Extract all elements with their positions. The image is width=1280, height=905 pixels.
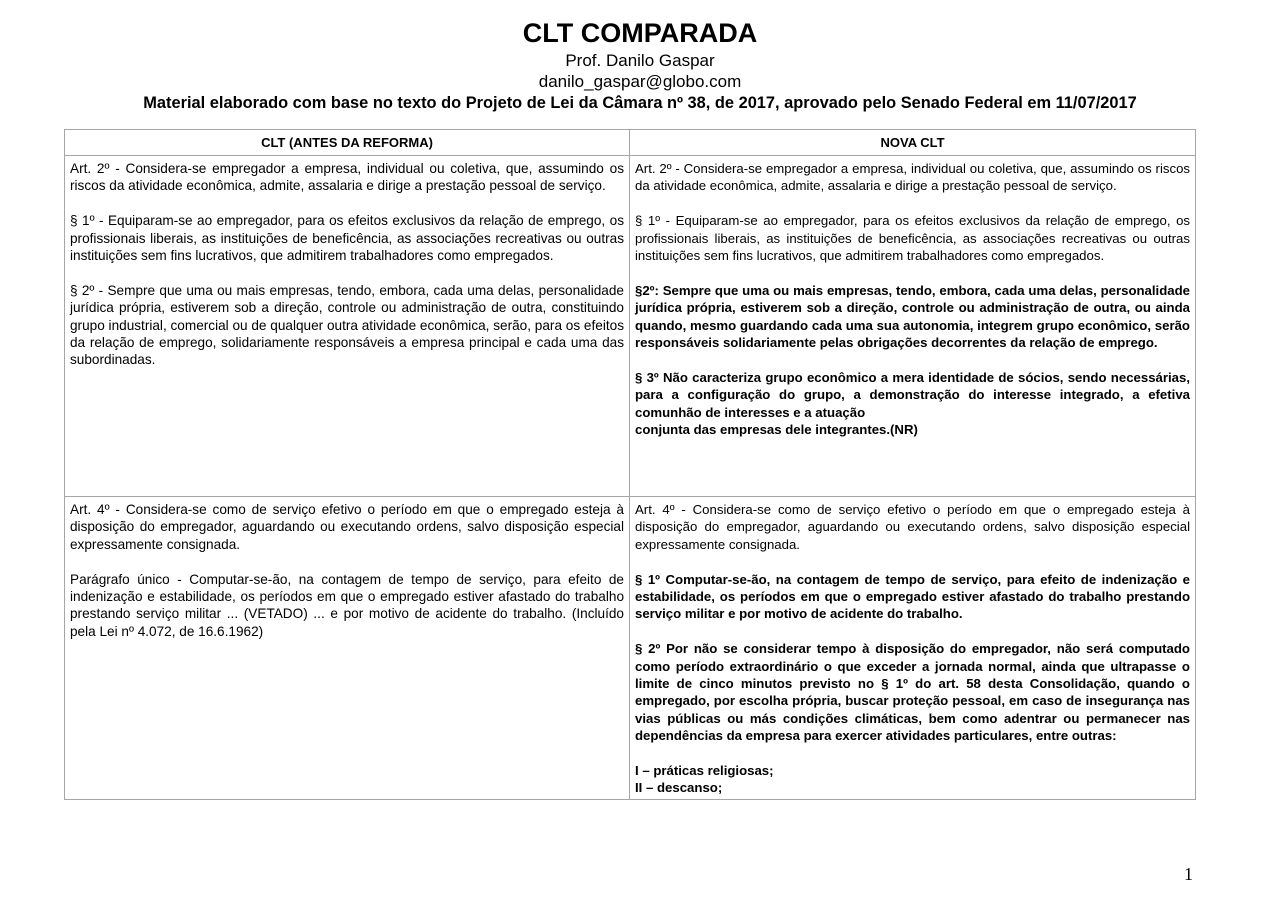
new-art2-par2: §2º: Sempre que uma ou mais empresas, tendo, embora, cada uma delas, personalidade jurídica própria, estiverem sob a direção, controle ou administração de outra, ou ainda quando, mesmo guardando cada uma sua autonomia, integrem grupo econômico, serão responsáveis solidariamente pelas obrigações decorrentes da relação de emprego.: [635, 282, 1190, 351]
document-header: [0, 16, 1280, 114]
old-art4-caput: Art. 4º - Considera-se como de serviço efetivo o período em que o empregado esteja à disposição do empregador, aguardando ou executando ordens, salvo disposição especial expressamente consignada.: [70, 502, 624, 552]
new-art2-par3: § 3º Não caracteriza grupo econômico a mera identidade de sócios, sendo necessárias, para a configuração do grupo, a demonstração do interesse integrado, a efetiva comunhão de interesses e a atuação: [635, 369, 1190, 420]
new-art4-caput: Art. 4º - Considera-se como de serviço efetivo o período em que o empregado esteja à disposição do empregador, aguardando ou executando ordens, salvo disposição especial expressamente consignada.: [635, 502, 1190, 552]
column-header-new-clt: NOVA CLT: [630, 130, 1196, 156]
old-clt-cell: [65, 156, 630, 497]
column-header-old-clt: CLT (ANTES DA REFORMA): [65, 130, 630, 156]
new-art4-item-i: I – práticas religiosas;: [635, 763, 774, 779]
new-art2-par1: § 1º - Equiparam-se ao empregador, para os efeitos exclusivos da relação de emprego, os profissionais liberais, as instituições de beneficência, as associações recreativas ou outras instituições sem fins lucrativos, que admitirem trabalhadores como empregados.: [635, 213, 1190, 264]
table-header-row: [65, 130, 1196, 156]
table-row: [65, 497, 1196, 800]
old-art2-par2: § 2º - Sempre que uma ou mais empresas, tendo, embora, cada uma delas, personalidade jurídica própria, estiverem sob a direção, controle ou administração de outra, constituindo grupo industrial, comercial ou de qualquer outra atividade econômica, serão, para os efeitos da relação de emprego, solidariamente responsáveis a empresa principal e cada uma das subordinadas.: [70, 282, 624, 368]
comparison-table: [64, 129, 1196, 800]
new-clt-cell: [630, 156, 1196, 497]
old-clt-cell: [65, 497, 630, 800]
author-name: Prof. Danilo Gaspar: [565, 51, 715, 70]
old-art4-sole-paragraph: Parágrafo único - Computar-se-ão, na contagem de tempo de serviço, para efeito de indenização e estabilidade, os períodos em que o empregado estiver afastado do trabalho prestando serviço militar ... (VETADO) ... e por motivo de acidente do trabalho. (Incluído pela Lei nº 4.072, de 16.6.1962): [70, 571, 624, 639]
new-art4-par2: § 2º Por não se considerar tempo à disposição do empregador, não será computado como período extraordinário o que exceder a jornada normal, ainda que ultrapasse o limite de cinco minutos previsto no § 1º do art. 58 desta Consolidação, quando o empregado, por escolha própria, buscar proteção pessoal, em caso de insegurança nas vias públicas ou más condições climáticas, bem como adentrar ou permanecer nas dependências da empresa para exercer atividades particulares, entre outras:: [635, 641, 1190, 744]
old-art2-caput: Art. 2º - Considera-se empregador a empresa, individual ou coletiva, que, assumindo os riscos da atividade econômica, admite, assalaria e dirige a prestação pessoal de serviço.: [70, 161, 624, 194]
new-art2-caput: Art. 2º - Considera-se empregador a empresa, individual ou coletiva, que, assumindo os riscos da atividade econômica, admite, assalaria e dirige a prestação pessoal de serviço.: [635, 161, 1190, 194]
document-title: CLT COMPARADA: [522, 18, 758, 48]
author-email: danilo_gaspar@globo.com: [538, 72, 742, 91]
old-art2-par1: § 1º - Equiparam-se ao empregador, para os efeitos exclusivos da relação de emprego, os profissionais liberais, as instituições de beneficência, as associações recreativas ou outras instituições sem fins lucrativos, que admitirem trabalhadores como empregados.: [70, 213, 624, 264]
table-row: [65, 156, 1196, 497]
new-art4-par1: § 1º Computar-se-ão, na contagem de tempo de serviço, para efeito de indenização e estabilidade, os períodos em que o empregado estiver afastado do trabalho prestando serviço militar e por motivo de acidente do trabalho.: [635, 571, 1190, 622]
page-number: 1: [1184, 864, 1193, 884]
document-basis: Material elaborado com base no texto do Projeto de Lei da Câmara nº 38, de 2017, aprovado pelo Senado Federal em 11/07/2017: [143, 94, 1137, 112]
new-art4-item-ii: II – descanso;: [635, 780, 723, 796]
new-art2-par3-end: conjunta das empresas dele integrantes.(NR): [635, 422, 918, 438]
new-clt-cell: [630, 497, 1196, 800]
